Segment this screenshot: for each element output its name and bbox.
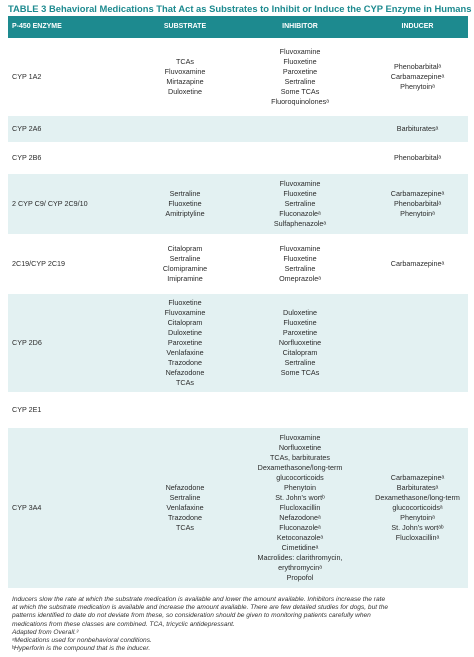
footnote-line: Inducers slow the rate at which the substrate medication is available and lower the amount available. Inhibitors increase the rate xyxy=(12,596,386,603)
inducer-item: Dexamethasone/long-term xyxy=(375,493,460,502)
inducer-item: Phenobarbitalᵃ xyxy=(393,62,442,71)
table-header xyxy=(8,16,468,38)
substrate-cell xyxy=(130,294,240,392)
inducer-item: Phenytoinᵃ xyxy=(400,209,435,218)
substrate-item: Paroxetine xyxy=(167,338,203,347)
inducer-item: Carbamazepineᵃ xyxy=(390,72,445,81)
substrate-item: Sertraline xyxy=(169,493,201,502)
inhibitor-item: Fluoxetine xyxy=(283,57,317,66)
inducer-item: Flucloxacillinᵃ xyxy=(395,533,440,542)
inducer-item: Barbituratesᵃ xyxy=(396,124,439,133)
enzyme-cell xyxy=(12,38,130,116)
substrate-item: Nefazodone xyxy=(165,368,205,377)
inhibitor-item: erythromycinᵃ xyxy=(278,563,322,572)
inhibitor-item: Ketoconazoleᵃ xyxy=(276,533,324,542)
enzyme-cell xyxy=(12,294,130,392)
substrate-item: Trazodone xyxy=(167,513,203,522)
table-row xyxy=(8,294,468,392)
inducer-item: Carbamazepineᵃ xyxy=(390,189,445,198)
substrate-item: Sertraline xyxy=(169,254,201,263)
substrate-item: Sertraline xyxy=(169,189,201,198)
inhibitor-item: Duloxetine xyxy=(283,308,317,317)
inducer-cell xyxy=(360,428,474,588)
inhibitor-item: Propofol xyxy=(286,573,314,582)
inhibitor-item: Fluconazoleᵃ xyxy=(279,523,321,532)
table-row xyxy=(8,142,468,174)
inhibitor-item: Flucloxacillin xyxy=(279,503,321,512)
enzyme-cell xyxy=(12,428,130,588)
table-row xyxy=(8,116,468,142)
inhibitor-cell xyxy=(230,234,370,294)
inhibitor-item: Sertraline xyxy=(284,77,316,86)
inhibitor-item: Dexamethasone/long-term xyxy=(257,463,343,472)
inhibitor-item: Fluvoxamine xyxy=(279,47,321,56)
enzyme-label: CYP 2D6 xyxy=(12,338,42,347)
inhibitor-item: Fluoxetine xyxy=(283,318,317,327)
inducer-item: Carbamazepineᵃ xyxy=(390,259,445,268)
inducer-item: Carbamazepineᵃ xyxy=(390,473,445,482)
inhibitor-cell xyxy=(230,116,370,142)
substrate-item: Fluoxetine xyxy=(168,199,202,208)
inducer-item: Phenytoinᵃ xyxy=(400,82,435,91)
substrate-cell xyxy=(130,392,240,428)
substrate-item: TCAs xyxy=(176,57,194,66)
inhibitor-item: St. John's wortᵇ xyxy=(275,493,325,502)
substrate-item: Duloxetine xyxy=(168,87,202,96)
substrate-cell xyxy=(130,142,240,174)
inhibitor-item: Norfluoxetine xyxy=(278,338,322,347)
inhibitor-item: Sertraline xyxy=(284,264,316,273)
substrate-item: Clomipramine xyxy=(162,264,208,273)
inhibitor-item: Cimetidineᵃ xyxy=(281,543,319,552)
inhibitor-item: Omeprazoleᵃ xyxy=(279,274,321,283)
substrate-cell xyxy=(130,174,240,234)
enzyme-cell xyxy=(12,392,130,428)
substrate-item: Mirtazapine xyxy=(166,77,204,86)
inhibitor-cell xyxy=(230,428,370,588)
header-inhibitor: INHIBITOR xyxy=(282,23,318,30)
table-row xyxy=(8,392,468,428)
inhibitor-item: Fluoroquinolonesᵃ xyxy=(271,97,329,106)
substrate-item: TCAs xyxy=(176,378,194,387)
enzyme-cell xyxy=(12,142,130,174)
enzyme-cell xyxy=(12,234,130,294)
inhibitor-item: Fluvoxamine xyxy=(279,179,321,188)
footnote-line: patterns identified to date do not deviate from these, so consideration should be given to monitoring patients carefully when xyxy=(12,612,371,620)
inhibitor-item: Fluvoxamine xyxy=(279,244,321,253)
inhibitor-item: Phenytoin xyxy=(284,483,316,492)
inducer-cell xyxy=(360,392,474,428)
inhibitor-item: Citalopram xyxy=(282,348,318,357)
substrate-item: Citalopram xyxy=(167,318,203,327)
inhibitor-item: Fluvoxamine xyxy=(279,433,321,442)
inhibitor-item: Fluoxetine xyxy=(283,189,317,198)
substrate-item: Imipramine xyxy=(167,274,203,283)
substrate-item: Venlafaxine xyxy=(166,503,204,512)
substrate-cell xyxy=(130,38,240,116)
enzyme-label: CYP 1A2 xyxy=(12,72,42,81)
inducer-item: St. John's wortᵃᵇ xyxy=(391,523,444,532)
substrate-cell xyxy=(130,116,240,142)
header-enzyme: P-450 ENZYME xyxy=(12,23,62,30)
substrate-item: Nefazodone xyxy=(165,483,205,492)
substrate-item: Fluoxetine xyxy=(168,298,202,307)
inhibitor-item: Nefazodoneᵃ xyxy=(279,513,321,522)
footnote-line: Adapted from Overall.³ xyxy=(12,628,79,636)
inducer-cell xyxy=(360,116,474,142)
enzyme-label: 2C19/CYP 2C19 xyxy=(12,259,66,268)
inhibitor-cell xyxy=(230,174,370,234)
inhibitor-item: TCAs, barbiturates xyxy=(270,453,330,462)
inhibitor-cell xyxy=(230,294,370,392)
table-row xyxy=(8,38,468,116)
enzyme-label: CYP 2B6 xyxy=(12,153,42,162)
enzyme-label: CYP 3A4 xyxy=(12,503,42,512)
enzyme-cell xyxy=(12,174,130,234)
inducer-item: Phenobarbitalᵃ xyxy=(393,199,442,208)
inhibitor-item: Sertraline xyxy=(284,358,316,367)
enzyme-label: CYP 2A6 xyxy=(12,124,42,133)
inhibitor-item: Some TCAs xyxy=(280,368,320,377)
substrate-item: Amitriptyline xyxy=(165,209,205,218)
inhibitor-item: Fluconazoleᵃ xyxy=(279,209,321,218)
inhibitor-cell xyxy=(230,392,370,428)
inhibitor-cell xyxy=(230,38,370,116)
table-row xyxy=(8,234,468,294)
footnote-line: ᵇHyperforin is the compound that is the inducer. xyxy=(12,645,151,653)
substrate-item: Citalopram xyxy=(167,244,203,253)
substrate-item: Venlafaxine xyxy=(166,348,204,357)
enzyme-label: 2 CYP C9/ CYP 2C9/10 xyxy=(12,199,88,208)
substrate-item: Fluvoxamine xyxy=(164,67,206,76)
inhibitor-item: Some TCAs xyxy=(280,87,320,96)
substrate-item: Fluvoxamine xyxy=(164,308,206,317)
substrate-item: Duloxetine xyxy=(168,328,202,337)
enzyme-label: CYP 2E1 xyxy=(12,405,42,414)
inhibitor-item: Sertraline xyxy=(284,199,316,208)
footnote-line: medications from these classes are combined. TCA, tricyclic antidepressant. xyxy=(12,620,235,628)
footnote-line: at which the substrate medication is available and increase the amount available. There are few detailed studies for dogs, but the xyxy=(12,604,389,612)
inducer-cell xyxy=(360,294,474,392)
inducer-cell xyxy=(360,142,474,174)
inducer-cell xyxy=(360,174,474,234)
footnote-line: ᵃMedications used for nonbehavioral conditions. xyxy=(12,637,152,645)
enzyme-cell xyxy=(12,116,130,142)
inhibitor-item: Fluoxetine xyxy=(283,254,317,263)
substrate-cell xyxy=(130,428,240,588)
substrate-item: TCAs xyxy=(176,523,194,532)
inducer-cell xyxy=(360,38,474,116)
inhibitor-item: Macrolides: clarithromycin, xyxy=(257,553,343,562)
inhibitor-cell xyxy=(230,142,370,174)
inducer-cell xyxy=(360,234,474,294)
table-title: TABLE 3 Behavioral Medications That Act as Substrates to Inhibit or Induce the CYP Enzyme in Humans xyxy=(8,3,472,14)
inhibitor-item: Norfluoxetine xyxy=(278,443,322,452)
inhibitor-item: glucocorticoids xyxy=(276,473,324,482)
inducer-item: Phenobarbitalᵃ xyxy=(393,153,442,162)
inhibitor-item: Paroxetine xyxy=(282,67,318,76)
header-substrate: SUBSTRATE xyxy=(163,23,207,30)
inhibitor-item: Paroxetine xyxy=(282,328,318,337)
table-row xyxy=(8,428,468,588)
table-row xyxy=(8,174,468,234)
table-footnotes xyxy=(12,596,464,653)
inducer-item: glucocorticoidsᵃ xyxy=(392,503,443,512)
inducer-item: Barbituratesᵃ xyxy=(396,483,439,492)
substrate-item: Trazodone xyxy=(167,358,203,367)
inhibitor-item: Sulfaphenazoleᵃ xyxy=(273,219,327,228)
substrate-cell xyxy=(130,234,240,294)
inducer-item: Phenytoinᵃ xyxy=(400,513,435,522)
header-inducer: INDUCER xyxy=(401,23,434,30)
